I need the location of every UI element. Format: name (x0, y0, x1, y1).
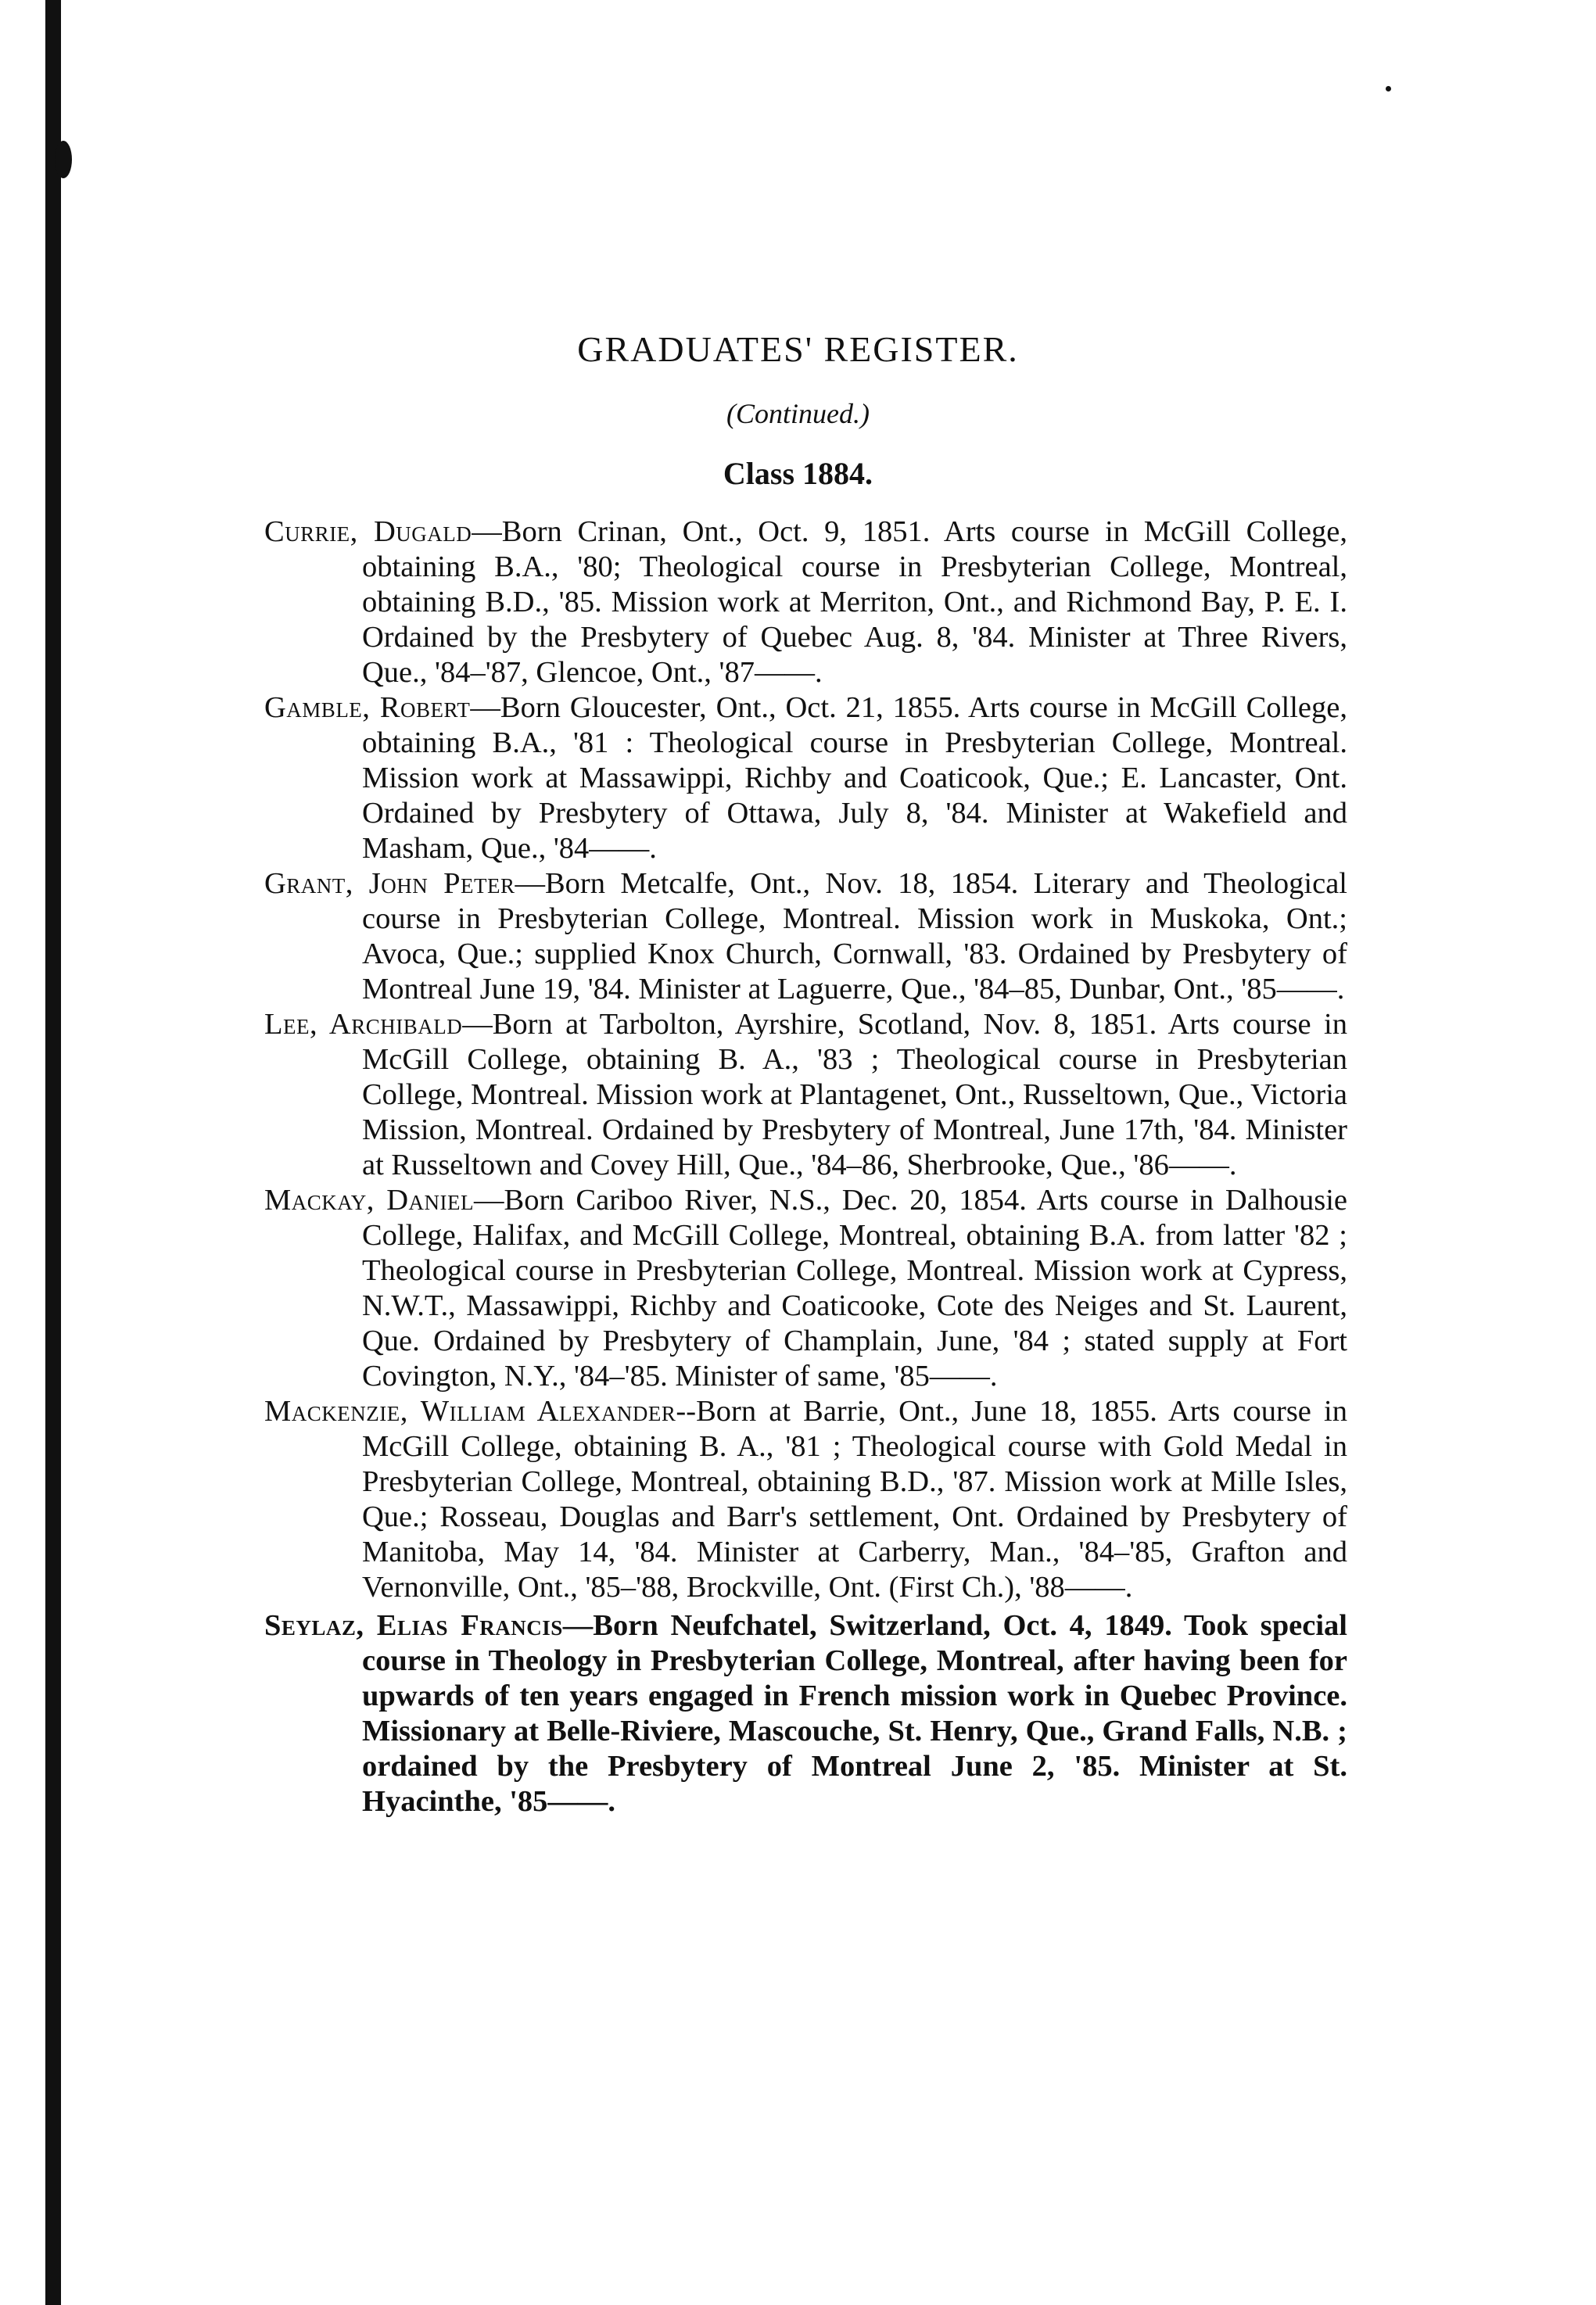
entry-text: —Born at Tarbolton, Ayrshire, Scotland, Nov. 8, 1851. Arts course in McGill College, obtaining B. A., '83 ; Theological course in Presbyterian College, Montreal. Mission work at Plantagenet, Ont., Russeltown, Que., Victoria Mission, Montreal. Ordained by Presbytery of Montreal, June 17th, '84. Minister at Russeltown and Covey Hill, Que., '84–86, Sherbrooke, Que., '86——. (362, 1008, 1347, 1181)
register-entry (264, 1608, 1347, 1819)
entry-name: Mackenzie, William Alexander (264, 1395, 676, 1428)
entry-name: Grant, John Peter (264, 867, 515, 900)
entry-text: —Born Gloucester, Ont., Oct. 21, 1855. Arts course in McGill College, obtaining B.A., '81 : Theological course in Presbyterian College, Montreal. Mission work at Massawippi, Richby and Coaticook, Que.; E. Lancaster, Ont. Ordained by Presbytery of Ottawa, July 8, '84. Minister at Wakefield and Masham, Que., '84——. (362, 691, 1347, 865)
binding-mark (55, 141, 72, 178)
entry-name: Gamble, Robert (264, 691, 471, 724)
register-entry (264, 1183, 1347, 1394)
entry-name: Seylaz, Elias Francis (264, 1609, 563, 1642)
register-entry (264, 690, 1347, 866)
entry-text: —Born Metcalfe, Ont., Nov. 18, 1854. Literary and Theological course in Presbyterian College, Montreal. Mission work in Muskoka, Ont.; Avoca, Que.; supplied Knox Church, Cornwall, '83. Ordained by Presbytery of Montreal June 19, '84. Minister at Laguerre, Que., '84–85, Dunbar, Ont., '85——. (362, 867, 1347, 1006)
register-entry (264, 1007, 1347, 1183)
class-heading: Class 1884. (723, 456, 873, 491)
entry-name: Lee, Archibald (264, 1008, 463, 1041)
register-entry (264, 514, 1347, 690)
register-entries (264, 514, 1347, 1819)
entry-text: --Born at Barrie, Ont., June 18, 1855. Arts course in McGill College, obtaining B. A., '81 ; Theological course with Gold Medal in Presbyterian College, Montreal, obtaining B.D., '87. Mission work at Mille Isles, Que.; Rosseau, Douglas and Barr's settlement, Ont. Ordained by Presbytery of Manitoba, May 14, '84. Minister at Carberry, Man., '84–'85, Grafton and Vernonville, Ont., '85–'88, Brockville, Ont. (First Ch.), '88——. (362, 1395, 1347, 1604)
ink-speck (1386, 86, 1391, 91)
page-subtitle: (Continued.) (726, 398, 870, 429)
entry-text: —Born Cariboo River, N.S., Dec. 20, 1854. Arts course in Dalhousie College, Halifax, and McGill College, Montreal, obtaining B.A. from latter '82 ; Theological course in Presbyterian College, Montreal. Mission work at Cypress, N.W.T., Massawippi, Richby and Coaticooke, Cote des Neiges and St. Laurent, Que. Ordained by Presbytery of Champlain, June, '84 ; stated supply at Fort Covington, N.Y., '84–'85. Minister of same, '85——. (362, 1184, 1347, 1393)
entry-name: Currie, Dugald (264, 515, 472, 548)
entry-text: —Born Crinan, Ont., Oct. 9, 1851. Arts course in McGill College, obtaining B.A., '80; Theological course in Presbyterian College, Montreal, obtaining B.D., '85. Mission work at Merriton, Ont., and Richmond Bay, P. E. I. Ordained by the Presbytery of Quebec Aug. 8, '84. Minister at Three Rivers, Que., '84–'87, Glencoe, Ont., '87——. (362, 515, 1347, 689)
entry-name: Mackay, Daniel (264, 1184, 475, 1217)
register-entry (264, 866, 1347, 1007)
register-entry (264, 1394, 1347, 1605)
entry-text: —Born Neufchatel, Switzerland, Oct. 4, 1849. Took special course in Theology in Presbyterian College, Montreal, after having been for upwards of ten years engaged in French mission work in Quebec Province. Missionary at Belle-Riviere, Mascouche, St. Henry, Que., Grand Falls, N.B. ; ordained by the Presbytery of Montreal June 2, '85. Minister at St. Hyacinthe, '85——. (362, 1609, 1347, 1818)
page-title: GRADUATES' REGISTER. (577, 329, 1019, 369)
